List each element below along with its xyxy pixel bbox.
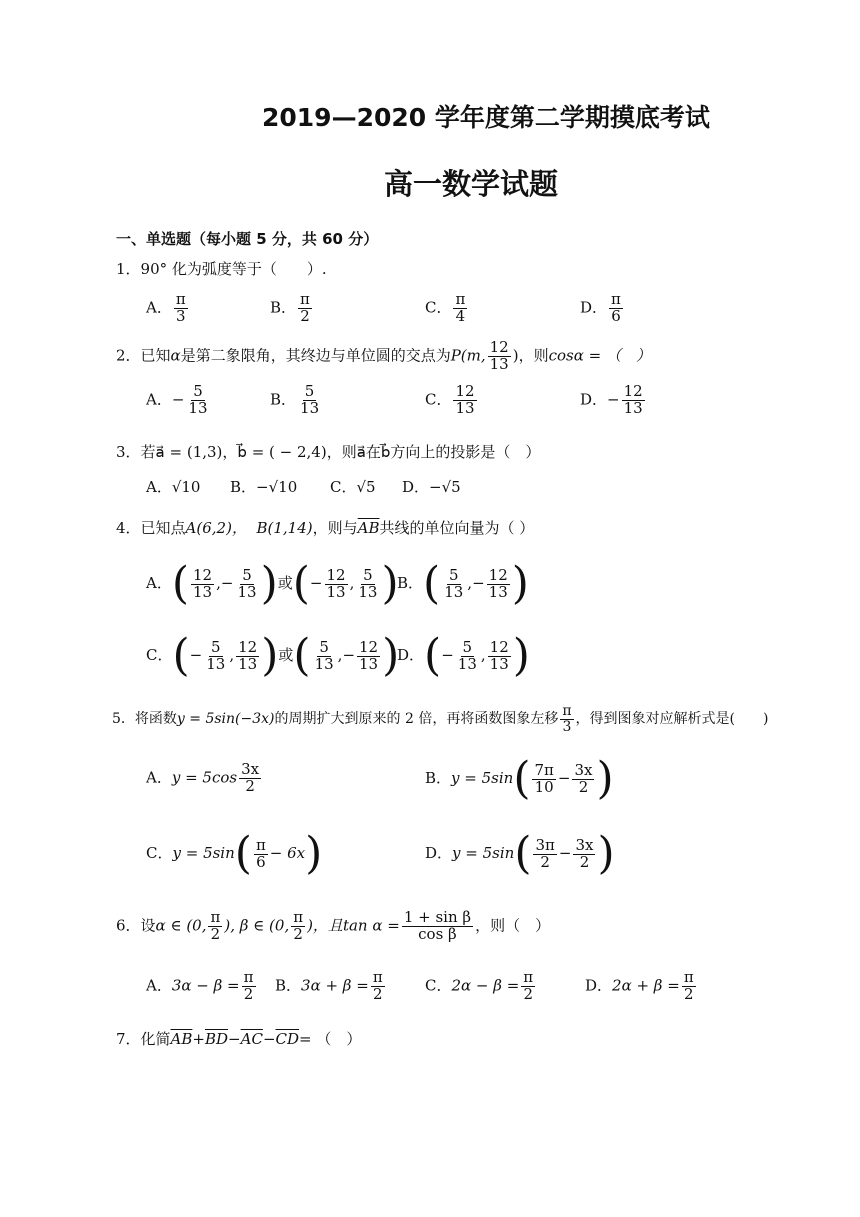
option-label: A． [146, 976, 172, 995]
fraction [371, 970, 385, 1003]
denominator: 3 [562, 718, 572, 735]
denominator: 10 [534, 777, 554, 796]
math-expression: P(m, [450, 346, 486, 365]
stem-text: = （ ） [299, 1030, 362, 1048]
fraction [532, 760, 555, 796]
numerator: 1 + sin β [403, 908, 472, 926]
denominator: 13 [489, 354, 509, 373]
left-paren: ( [423, 558, 441, 609]
denominator: 13 [455, 398, 475, 417]
right-paren: ) [381, 558, 399, 609]
math-expression: 2α − β = [451, 976, 520, 995]
denominator: 13 [489, 654, 509, 673]
stem-text: 7．化简 [116, 1030, 171, 1048]
question-3-stem: 3．若a⃗ = (1,3)，b⃗ = ( − 2,4)，则a⃗在b⃗方向上的投影是（ ） [116, 443, 541, 461]
numerator: 3x [241, 760, 260, 778]
left-paren: ( [424, 630, 442, 681]
math-expression: 3α + β = [301, 976, 369, 995]
numerator: 12 [326, 565, 346, 584]
denominator: 13 [359, 654, 379, 673]
numerator: π [523, 968, 534, 986]
question-4-option-b: B．( $\frac{5}{13}$ ,− $\frac{12}{13}$ ) [397, 558, 529, 609]
fraction [442, 565, 465, 601]
math-expression: A(6,2)， [185, 519, 247, 537]
question-6-option-c [425, 970, 537, 1003]
denominator: 2 [523, 984, 533, 1003]
option-label: B． [397, 574, 424, 592]
math-expression: B(1,14) [256, 519, 313, 537]
left-paren: ( [171, 558, 190, 609]
question-5-option-c [146, 828, 323, 879]
right-paren: ) [597, 828, 615, 879]
numerator: π [175, 290, 186, 308]
numerator: 5 [462, 637, 473, 656]
vector-ab: $\overline{AB}$ [357, 519, 380, 537]
numerator: π [611, 290, 621, 308]
numerator: 12 [488, 565, 508, 584]
sign: − [220, 574, 234, 592]
denominator: 13 [193, 582, 213, 601]
denominator: 13 [457, 654, 477, 673]
fraction [488, 340, 511, 373]
stem-text: 共线的单位向量为（ ） [379, 519, 535, 537]
operator: − [557, 769, 571, 787]
question-2-option-b [270, 384, 323, 417]
fraction [533, 835, 556, 871]
question-2-option-c [425, 384, 479, 417]
question-3-option-d: D．−√5 [402, 478, 461, 496]
section-heading: 一、单选题（每小题 5 分，共 60 分） [116, 230, 379, 248]
question-5-option-d [425, 828, 615, 879]
option-label: C． [146, 646, 173, 664]
numerator: π [683, 968, 694, 986]
denominator: 13 [237, 582, 257, 601]
numerator: 5 [211, 637, 221, 656]
fraction [239, 762, 261, 795]
stem-text: 的周期扩大到原来的 2 倍，再将函数图象左移 [274, 711, 559, 728]
operator: − [262, 1030, 276, 1048]
question-6-option-b [275, 970, 387, 1003]
fraction [254, 835, 268, 871]
question-3-option-c: C．√5 [330, 478, 376, 496]
math-expression: 2α + β = [612, 976, 680, 995]
question-5-stem [112, 704, 768, 734]
option-label: C． [425, 976, 452, 995]
question-4-stem [116, 517, 534, 538]
stem-text: )，则 [512, 346, 549, 365]
numerator: 5 [319, 637, 329, 656]
sign: − [342, 646, 356, 664]
fraction [456, 637, 479, 673]
fraction [521, 970, 535, 1003]
denominator: 13 [326, 582, 346, 601]
exam-title: 2019—2020 学年度第二学期摸底考试 [262, 103, 710, 132]
fraction [402, 910, 473, 943]
fraction [186, 384, 209, 417]
question-1-option-a [146, 292, 190, 325]
fraction [204, 637, 227, 673]
fraction [325, 565, 348, 601]
option-label: D． [580, 298, 608, 317]
fraction [298, 292, 312, 325]
or-text: 或 [278, 646, 294, 664]
fraction [356, 565, 379, 601]
right-paren: ) [511, 558, 529, 609]
right-paren: ) [512, 630, 530, 681]
option-label: D． [585, 976, 613, 995]
right-paren: ) [382, 630, 400, 681]
denominator: cos β [418, 924, 457, 943]
stem-text: 2．已知 [116, 346, 171, 365]
denominator: 6 [256, 852, 266, 871]
sign: − [309, 574, 323, 592]
numerator: 12 [455, 382, 475, 400]
numerator: π [210, 908, 221, 926]
stem-text: ，则（ ） [475, 916, 551, 935]
denominator: 6 [611, 306, 621, 325]
numerator: π [293, 908, 304, 926]
denominator: 2 [372, 984, 383, 1003]
fraction [242, 970, 256, 1003]
vector-bd: $\overline{BD}$ [204, 1030, 229, 1048]
option-label: C． [146, 844, 173, 862]
question-6-option-a [146, 970, 258, 1003]
sign: − [607, 390, 620, 409]
numerator: 5 [193, 382, 203, 400]
stem-text: ，得到图象对应解析式是( ) [575, 711, 769, 728]
sign: − [472, 574, 485, 592]
question-4-option-a: A．( $\frac{12}{13}$ ,− $\frac{5}{13}$ )或(− $\frac{12}{13}$ , $\frac{5}{13}$ ) [146, 558, 399, 609]
question-6-option-d [585, 970, 698, 1003]
numerator: 5 [363, 565, 373, 584]
numerator: 12 [489, 338, 509, 356]
option-label: A． [146, 768, 172, 787]
sign: − [441, 646, 454, 664]
fraction [236, 637, 259, 673]
question-3-option-a: A．√10 [146, 478, 201, 496]
vector-cd: $\overline{CD}$ [275, 1030, 300, 1048]
fraction [560, 704, 573, 734]
numerator: 12 [359, 637, 379, 656]
denominator: 2 [300, 306, 310, 325]
stem-text: 6．设 [116, 916, 156, 935]
numerator: π [243, 968, 254, 986]
fraction [174, 292, 188, 325]
denominator: 4 [455, 306, 466, 325]
math-expression: ), β ∈ (0, [224, 916, 290, 935]
denominator: 2 [540, 852, 550, 871]
denominator: 13 [300, 398, 320, 417]
question-2-option-d [580, 384, 647, 417]
math-expression: y = 5cos [171, 768, 238, 787]
fraction [357, 637, 380, 673]
math-expression: y = 5sin [451, 769, 514, 787]
fraction [572, 760, 594, 796]
denominator: 3 [176, 306, 186, 325]
option-label: D． [580, 390, 608, 409]
stem-text: 4．已知点 [116, 519, 186, 537]
math-expression: tan α = [342, 916, 400, 935]
question-7-stem [116, 1028, 361, 1049]
numerator: π [372, 968, 383, 986]
sign: − [189, 646, 203, 664]
right-paren: ) [305, 828, 323, 879]
numerator: π [562, 703, 572, 719]
fraction [453, 292, 467, 325]
denominator: 13 [188, 398, 208, 417]
or-text: 或 [277, 574, 293, 592]
left-paren: ( [172, 630, 190, 681]
option-label: A． [146, 298, 172, 317]
fraction [622, 384, 645, 417]
fraction [191, 565, 214, 601]
denominator: 13 [488, 582, 508, 601]
option-label: B． [270, 298, 297, 317]
fraction [487, 565, 510, 601]
question-5-option-b [425, 753, 614, 804]
exam-subtitle: 高一数学试题 [384, 167, 559, 201]
question-2-stem [116, 340, 651, 373]
right-paren: ) [596, 753, 614, 804]
option-label: D． [425, 844, 453, 862]
option-label: A． [146, 574, 172, 592]
question-1-option-d [580, 292, 625, 325]
fraction [609, 292, 623, 325]
left-paren: ( [234, 828, 252, 879]
numerator: 5 [448, 565, 459, 584]
denominator: 13 [238, 654, 258, 673]
question-2-option-a [146, 384, 212, 417]
math-expression: y = 5sin(−3x) [176, 711, 275, 728]
question-3-option-b: B．−√10 [230, 478, 298, 496]
vector-ac: $\overline{AC}$ [240, 1030, 263, 1048]
option-label: B． [275, 976, 302, 995]
question-4-option-c: C．(− $\frac{5}{13}$ , $\frac{12}{13}$ )或( $\frac{5}{13}$ ,− $\frac{12}{13}$ ) [146, 630, 400, 681]
option-label: B． [425, 769, 452, 787]
option-label: C． [425, 390, 452, 409]
numerator: 5 [242, 565, 252, 584]
sign: − [171, 390, 185, 409]
fraction [298, 384, 321, 417]
denominator: 13 [444, 582, 464, 601]
numerator: 12 [193, 565, 213, 584]
math-expression: 3α − β = [171, 976, 240, 995]
fraction [682, 970, 696, 1003]
denominator: 2 [245, 776, 255, 795]
math-expression: )，且 [307, 916, 343, 935]
fraction [488, 637, 511, 673]
question-5-option-a [146, 762, 263, 795]
option-label: B． [270, 390, 297, 409]
denominator: 13 [358, 582, 378, 601]
numerator: 12 [238, 637, 258, 656]
option-label: C． [425, 298, 452, 317]
fraction [573, 835, 595, 871]
numerator: 3x [575, 835, 594, 854]
fraction [208, 910, 222, 943]
numerator: 5 [304, 382, 315, 400]
fraction [291, 910, 305, 943]
numerator: 12 [623, 382, 643, 400]
denominator: 2 [210, 924, 221, 943]
numerator: 3π [535, 835, 555, 854]
right-paren: ) [260, 558, 278, 609]
numerator: 12 [489, 637, 509, 656]
stem-text: 5．将函数 [112, 711, 177, 728]
question-4-option-d: D．(− $\frac{5}{13}$ , $\frac{12}{13}$ ) [397, 630, 530, 681]
math-expression: cosα = （ ） [548, 346, 651, 365]
numerator: π [300, 290, 310, 308]
denominator: 13 [623, 398, 643, 417]
denominator: 2 [293, 924, 303, 943]
left-paren: ( [513, 753, 531, 804]
math-expression: − 6x [269, 844, 306, 862]
math-expression: y = 5sin [452, 844, 515, 862]
denominator: 2 [579, 852, 590, 871]
operator: − [228, 1030, 241, 1048]
left-paren: ( [292, 558, 310, 609]
math-expression: y = 5sin [172, 844, 235, 862]
denominator: 13 [314, 654, 334, 673]
question-1-option-b [270, 292, 314, 325]
question-6-stem [116, 910, 550, 943]
stem-text: ，则与 [312, 519, 358, 537]
vector-ab: $\overline{AB}$ [170, 1030, 193, 1048]
left-paren: ( [514, 828, 532, 879]
math-symbol: α [170, 346, 181, 365]
question-1-stem: 1．90° 化为弧度等于（ ）. [116, 260, 327, 278]
fraction [235, 565, 258, 601]
math-expression: α ∈ (0, [155, 916, 207, 935]
stem-text: 是第二象限角，其终边与单位圆的交点为 [180, 346, 451, 365]
fraction [313, 637, 336, 673]
fraction [453, 384, 476, 417]
numerator: 7π [534, 760, 554, 779]
right-paren: ) [261, 630, 279, 681]
option-label: D． [397, 646, 425, 664]
option-label: A． [146, 390, 172, 409]
operator: + [192, 1030, 205, 1048]
numerator: π [255, 835, 266, 854]
denominator: 2 [243, 984, 254, 1003]
question-1-option-c [425, 292, 469, 325]
operator: − [558, 844, 572, 862]
denominator: 2 [683, 984, 694, 1003]
numerator: π [455, 290, 466, 308]
numerator: 3x [574, 760, 593, 779]
denominator: 2 [578, 777, 589, 796]
left-paren: ( [293, 630, 311, 681]
denominator: 13 [206, 654, 226, 673]
